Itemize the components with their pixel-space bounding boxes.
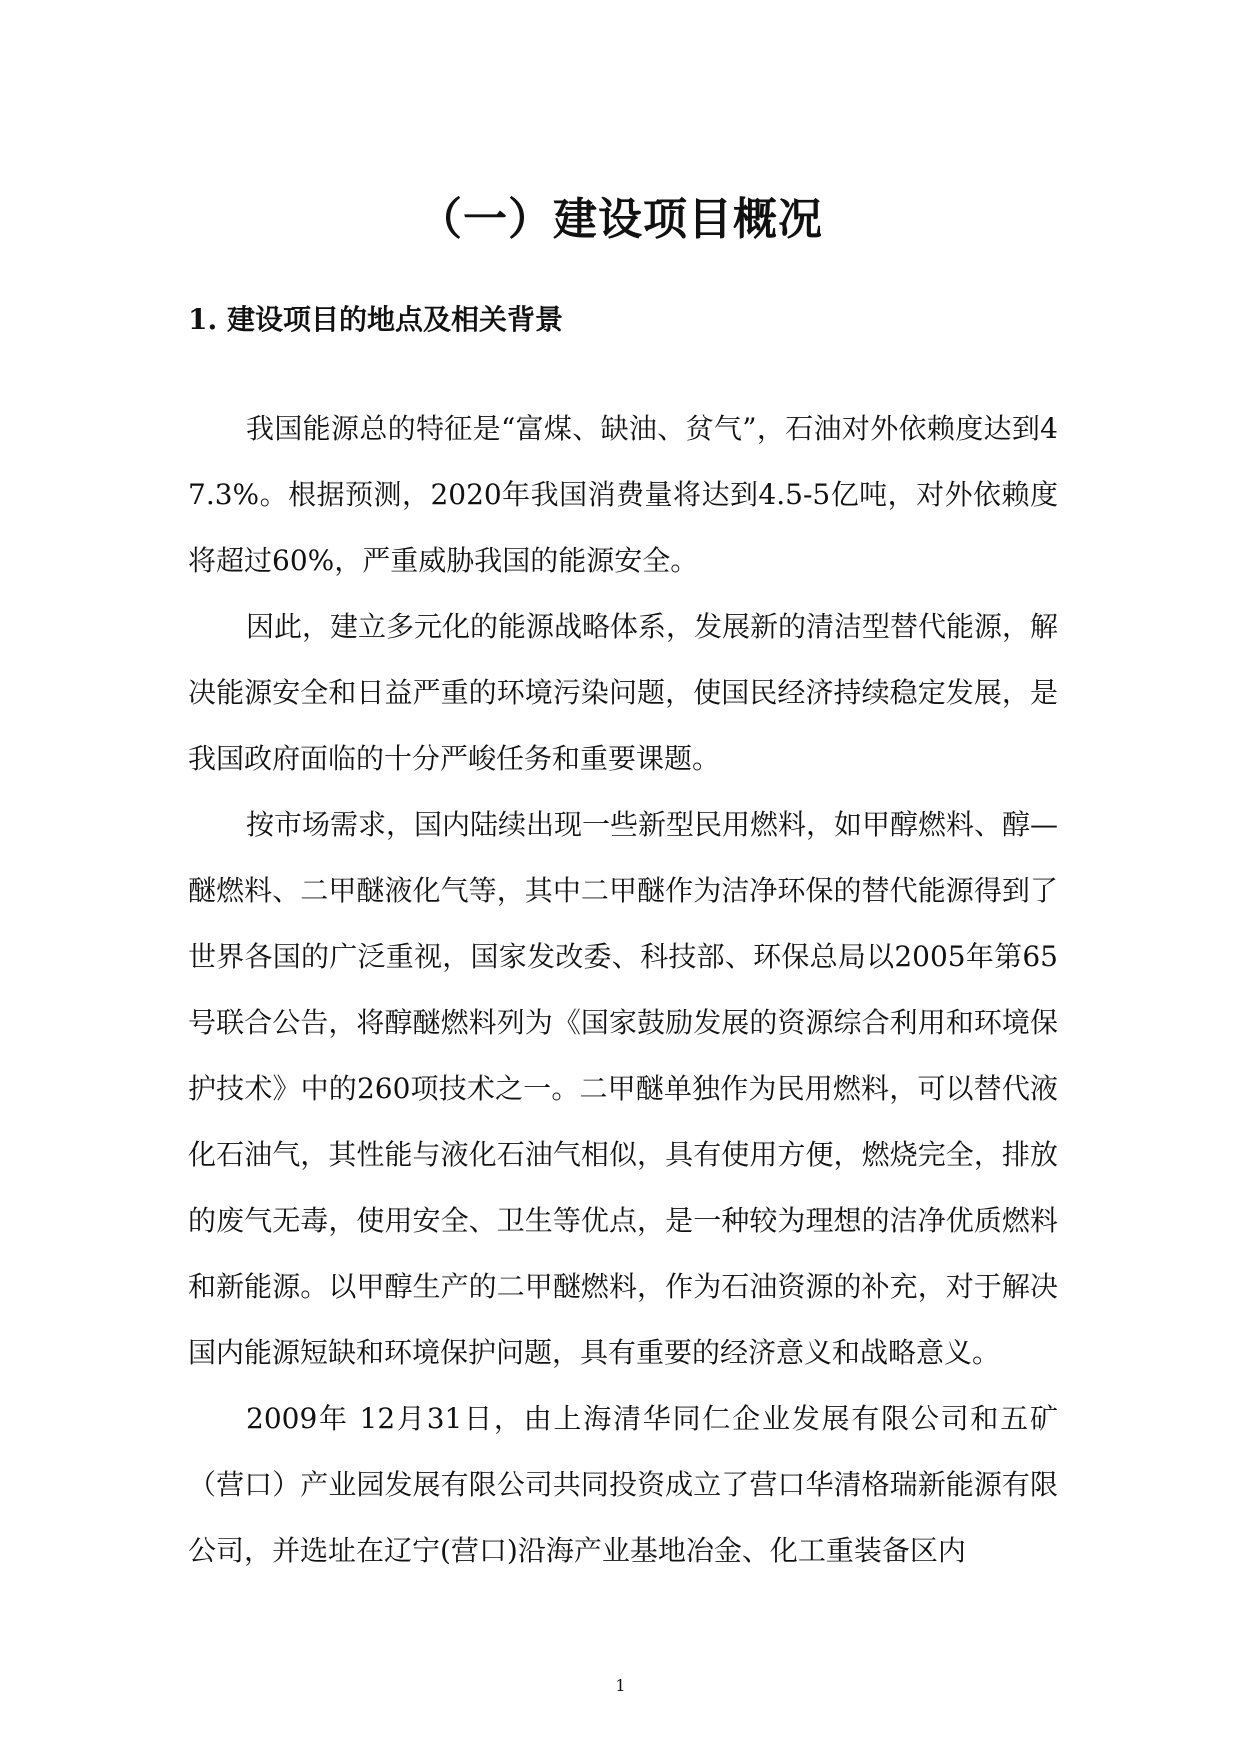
paragraph-company-founding: 2009年 12月31日，由上海清华同仁企业发展有限公司和五矿（营口）产业园发展有限公司共同投资成立了营口华清格瑞新能源有限公司，并选址在辽宁(营口)沿海产业基地冶金、化工重装备区内 [188,1402,1058,1567]
paragraph-energy-features: 我国能源总的特征是“富煤、缺油、贫气”，石油对外依赖度达到47.3%。根据预测，2020年我国消费量将达到4.5-5亿吨，对外依赖度将超过60%，严重威胁我国的能源安全。 [188,412,1058,577]
section-heading: 1. 建设项目的地点及相关背景 [188,303,563,336]
paragraph-dme-fuel: 按市场需求，国内陆续出现一些新型民用燃料，如甲醇燃料、醇—醚燃料、二甲醚液化气等，其中二甲醚作为洁净环保的替代能源得到了世界各国的广泛重视，国家发改委、科技部、环保总局以2005年第65号联合公告，将醇醚燃料列为《国家鼓励发展的资源综合利用和环境保护技术》中的260项技术之一。二甲醚单独作为民用燃料，可以替代液化石油气，其性能与液化石油气相似，具有使用方便，燃烧完全，排放的废气无毒，使用安全、卫生等优点，是一种较为理想的洁净优质燃料和新能源。以甲醇生产的二甲醚燃料，作为石油资源的补充，对于解决国内能源短缺和环境保护问题，具有重要的经济意义和战略意义。 [188,808,1059,1369]
page-title: （一）建设项目概况 [418,194,823,245]
page-number: 1 [615,1676,626,1695]
body-text [188,396,1058,1584]
paragraph-energy-strategy: 因此，建立多元化的能源战略体系，发展新的清洁型替代能源，解决能源安全和日益严重的环境污染问题，使国民经济持续稳定发展，是我国政府面临的十分严峻任务和重要课题。 [188,610,1059,775]
